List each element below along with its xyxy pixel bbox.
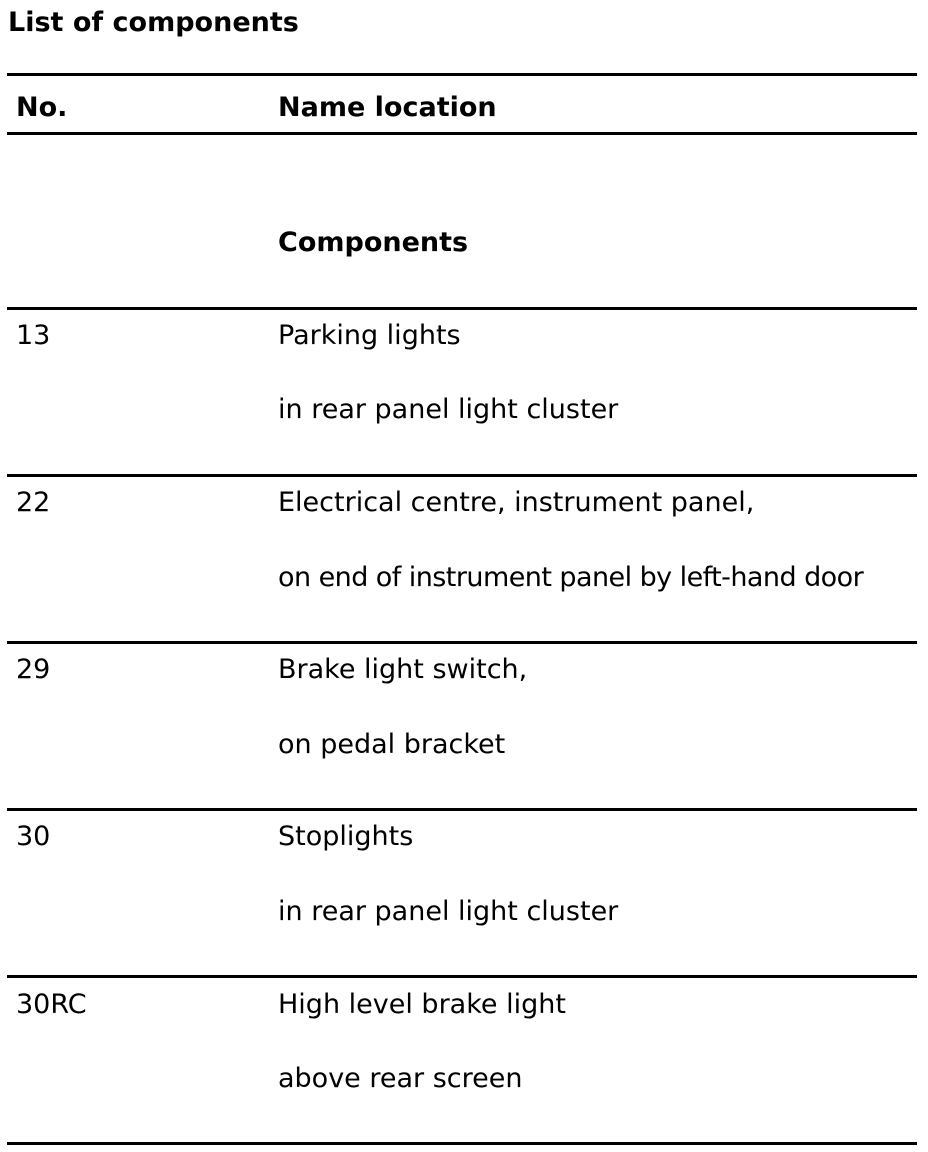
row-number: 30 <box>16 821 51 852</box>
row-name: Stoplights <box>278 821 414 852</box>
header-name-location: Name location <box>278 92 497 123</box>
row-number: 29 <box>16 654 51 685</box>
row-number: 30RC <box>16 989 87 1020</box>
row-name: Parking lights <box>278 320 461 351</box>
row-name: Electrical centre, instrument panel, <box>278 487 755 518</box>
row-divider <box>7 641 917 644</box>
table-bottom-rule <box>7 1142 917 1145</box>
row-location: above rear screen <box>278 1063 523 1094</box>
row-name: High level brake light <box>278 989 566 1020</box>
row-location: on end of instrument panel by left-hand door <box>278 562 864 593</box>
table-top-rule <box>7 73 917 76</box>
row-divider <box>7 307 917 310</box>
section-heading: Components <box>278 227 469 258</box>
row-divider <box>7 474 917 477</box>
row-number: 22 <box>16 487 51 518</box>
row-divider <box>7 975 917 978</box>
row-location: in rear panel light cluster <box>278 394 619 425</box>
row-location: in rear panel light cluster <box>278 896 619 927</box>
row-number: 13 <box>16 320 51 351</box>
row-location: on pedal bracket <box>278 729 506 760</box>
header-bottom-rule <box>7 132 917 135</box>
header-number: No. <box>16 92 68 123</box>
page-title: List of components <box>8 7 299 38</box>
row-name: Brake light switch, <box>278 654 528 685</box>
row-divider <box>7 808 917 811</box>
